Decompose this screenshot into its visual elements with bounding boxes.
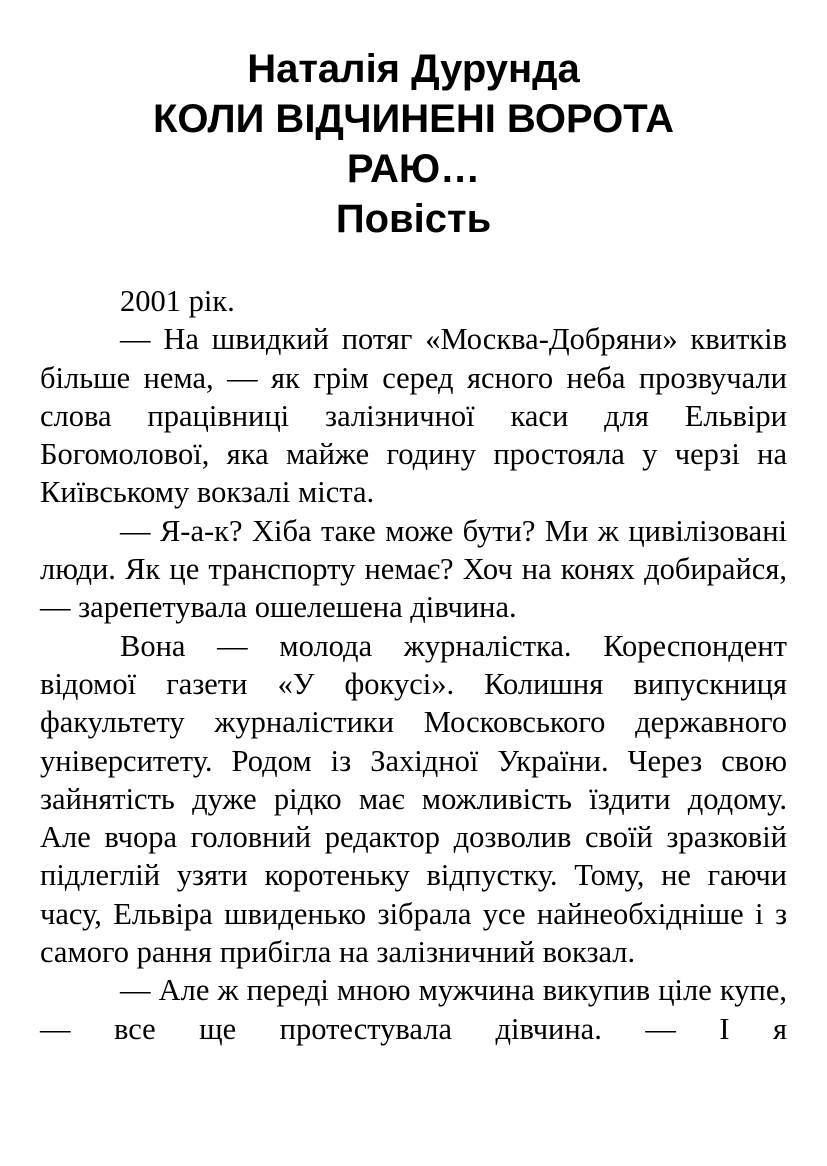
title-block: [40, 44, 787, 244]
genre-label: Повість: [335, 197, 492, 241]
author-name: Наталія Дурунда: [247, 47, 580, 91]
paragraph: — Я-а-к? Хіба таке може бути? Ми ж цивілізовані люди. Як це транспорту немає? Хоч на конях добирайся, — зарепетувала ошелешена дівчина.: [40, 513, 787, 625]
title-line-2: РАЮ…: [346, 147, 481, 191]
paragraph: — Але ж переді мною мужчина викупив ціле купе, — все ще протестувала дівчина. — І я: [40, 973, 787, 1046]
paragraph: — На швидкий потяг «Москва-Добряни» квитків більше нема, — як грім серед ясного неба прозвучали слова працівниці залізничної каси для Ельвіри Богомолової, яка майже годину простояла у черзі на Київському вокзалі міста.: [40, 322, 787, 510]
title-line-1: КОЛИ ВІДЧИНЕНІ ВОРОТА: [152, 97, 675, 141]
paragraph-year: 2001 рік.: [120, 284, 235, 318]
paragraph: Вона — молода журналістка. Кореспондент відомої газети «У фокусі». Колишня випускниця факультету журналістики Московського державного університету. Родом із Західної України. Через свою зайнятість дуже рідко має можливість їздити додому. Але вчора головний редактор дозволив своїй зразковій підлеглій узяти коротеньку відпустку. Тому, не гаючи часу, Ельвіра швиденько зібрала усе найнеобхідніше і з самого рання прибігла на залізничний вокзал.: [40, 628, 787, 970]
body-text: [40, 282, 787, 1048]
